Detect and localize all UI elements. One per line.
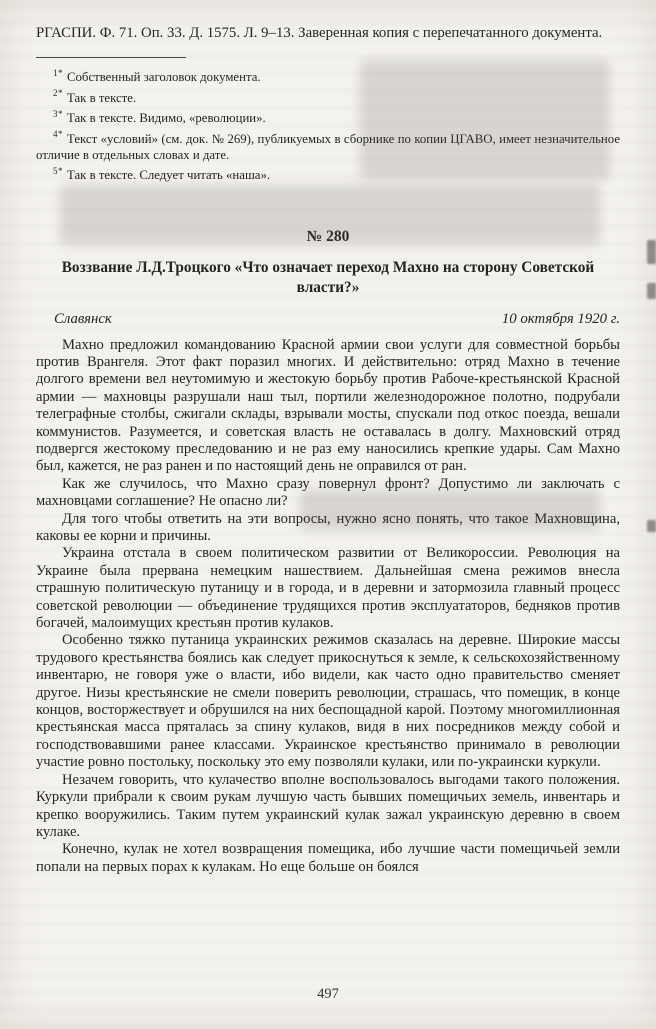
footnote [36,163,620,183]
footnote-marker: 2* [53,88,63,99]
dateline [36,311,620,328]
footnote-text: Так в тексте. Следует читать «наша». [67,168,271,183]
document-body [36,337,620,877]
archival-reference: РГАСПИ. Ф. 71. Оп. 33. Д. 1575. Л. 9–13. Заверенная копия с перепечатанного документа. [36,25,603,41]
page-number: 497 [317,986,339,1002]
footnote-text: Так в тексте. [67,90,137,105]
paragraph: Махно предложил командованию Красной армии свои услуги для совместной борьбы против Врангеля. Этот факт поразил многих. И действительно: отряд Махно в течение долгого времени вел неутомимую и жестокую борьбу против Рабоче-крестьянской Красной армии — махновцы разрушали наш тыл, портили железнодорожное полотно, подрубали телеграфные столбы, сжигали склады, взрывали мосты, спускали под откос поезда, вешали коммунистов. Разумеется, и советская власть не оставалась в долгу. Махновский отряд подвергся жестокому преследованию и не раз ему наносились крепкие удары. Сам Махно был, кажется, не раз ранен и по настоящий день не оправился от ран. [36,336,620,475]
footnote-marker: 4* [53,129,63,140]
paragraph: Незачем говорить, что кулачество вполне воспользовалось выгодами такого положения. Куркули прибрали к своим рукам лучшую часть бывших помещичьих земель, инвентарь и крепко вооружились. Таким путем украинский кулак зажал украинскую деревню в своем кулаке. [36,771,620,840]
footnote [36,85,620,105]
footnote [36,65,620,85]
scan-edge-artifact [647,520,656,532]
footnote-marker: 3* [53,108,63,119]
paragraph: Как же случилось, что Махно сразу повернул фронт? Допустимо ли заключать с махновцами соглашение? Не опасно ли? [36,475,620,510]
scan-edge-artifact [647,283,656,299]
footnote-text: Собственный заголовок документа. [67,70,261,85]
footnote-marker: 5* [53,166,63,177]
footnote-text: Текст «условий» (см. док. № 269), публикуемых в сборнике по копии ЦГАВО, имеет незначительное отличие в отдельных словах и дате. [36,131,620,162]
paragraph: Конечно, кулак не хотел возвращения помещика, ибо лучшие части помещичьей земли попали на первых порах к кулакам. Но еще больше он боялся [36,841,620,875]
footnote-text: Так в тексте. Видимо, «революции». [67,111,266,126]
footnote-marker: 1* [53,68,63,78]
document-number: № 280 [306,227,350,245]
date-label: 10 октября 1920 г. [501,310,620,327]
paragraph: Особенно тяжко путаница украинских режимов сказалась на деревне. Широкие массы трудового крестьянства боялись как следует прикоснуться к земле, к сельскохозяйственному инвентарю, не говоря уже о власти, ибо видели, как часто одно правительство сменяет другое. Низы крестьянские не смели поверить революции, страшась, что помещик, в конце концов, восторжествует и обрушился на них беспощадной карой. Поэтому многомиллионная крестьянская масса пряталась за спину кулаков, видя в них посредников между собой и господствовавшими ранее классами. Украинское крестьянство принимало в революции участие ровно постольку, поскольку это ему позволяли кулаки, или по-украински куркули. [36,632,620,771]
place-label: Славянск [54,310,112,327]
footnotes-block [36,65,620,184]
paragraph: Для того чтобы ответить на эти вопросы, нужно ясно понять, что такое Махновщина, каковы ее корни и причины. [36,510,620,545]
document-title: Воззвание Л.Д.Троцкого «Что означает переход Махно на сторону Советской власти?» [61,258,595,296]
footnote-separator-rule [36,57,186,58]
paragraph: Украина отстала в своем политическом развитии от Великороссии. Революция на Украине была прервана немецким нашествием. Дальнейшая смена режимов внесла страшную политическую путаницу и в города, и в деревни и затормозила главный процесс советской революции — объединение трудящихся против эксплуататоров, бедняков против богачей, малоимущих крестьян против кулаков. [36,545,620,632]
footnote [36,106,620,126]
scan-edge-artifact [647,240,656,264]
footnote [36,126,620,163]
